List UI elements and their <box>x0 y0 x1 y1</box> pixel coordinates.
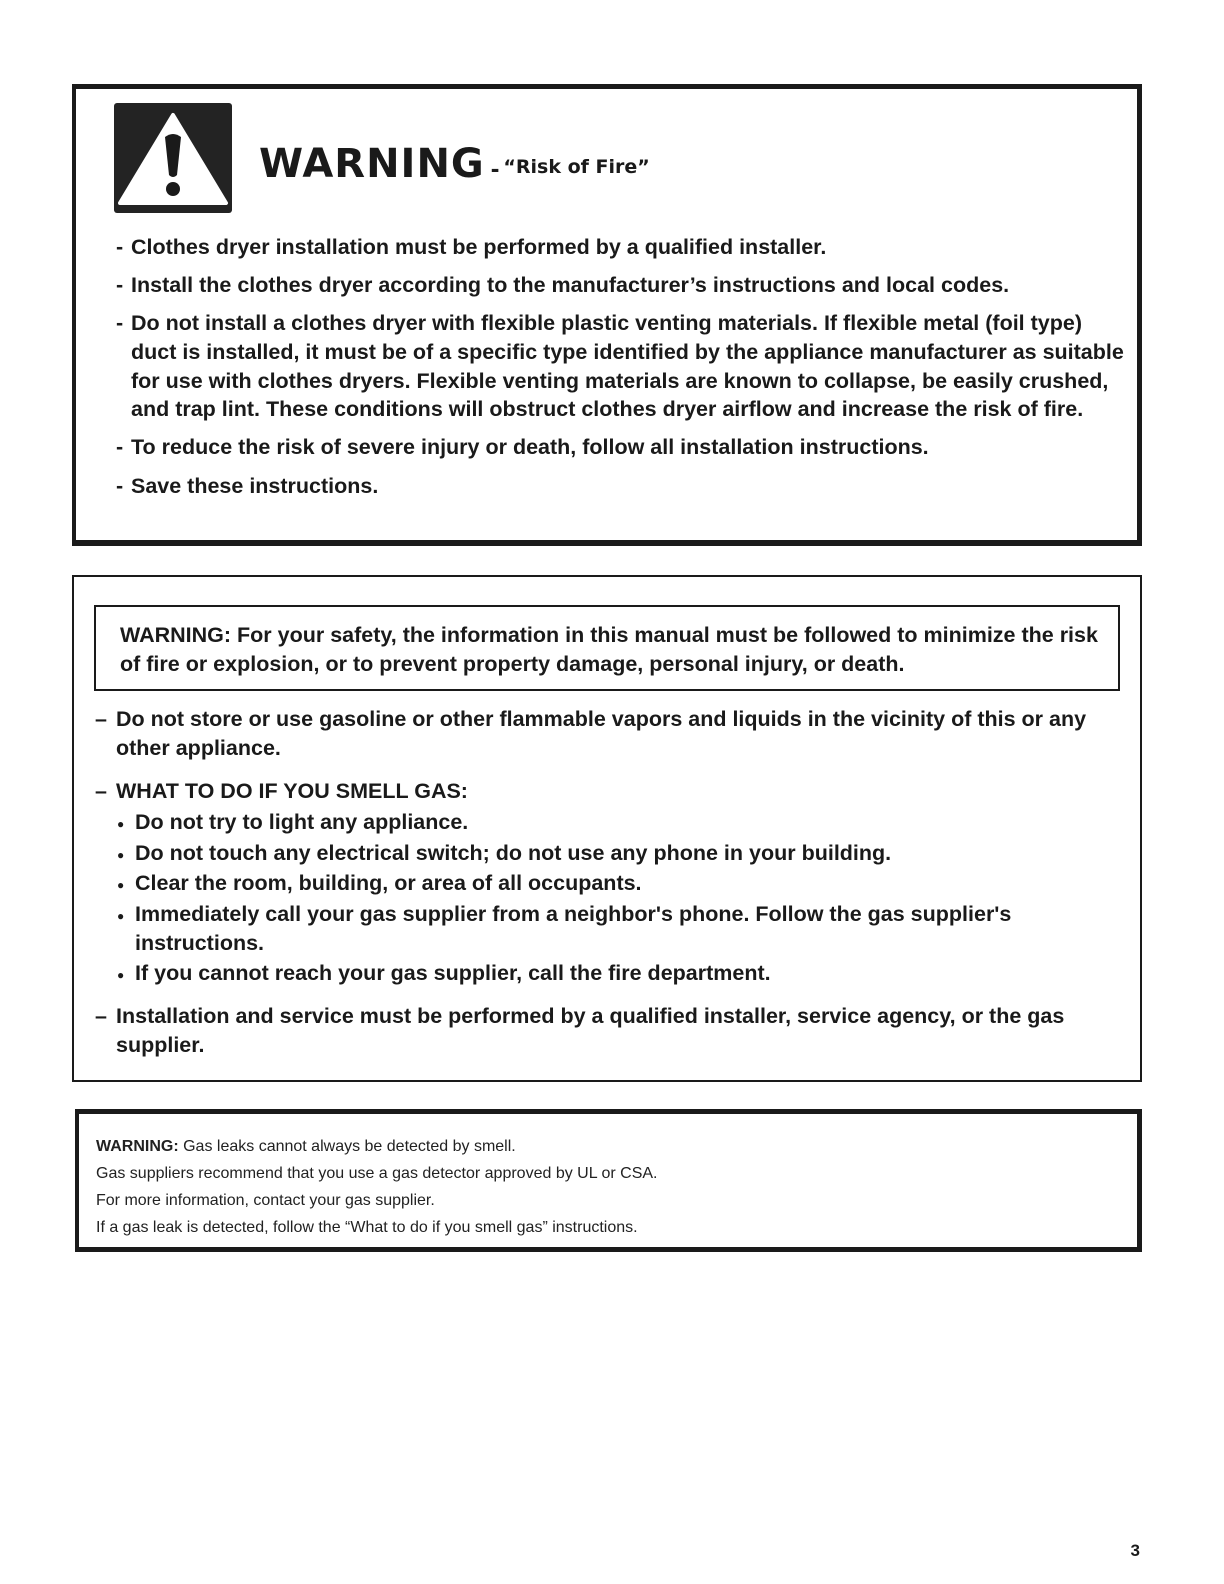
warning-word: WARNING <box>259 141 485 187</box>
fire-warning-box <box>72 84 1142 546</box>
smell-gas-step: ● Do not try to light any appliance. <box>95 808 1125 837</box>
leak-line: For more information, contact your gas supplier. <box>96 1192 435 1209</box>
fire-warning-item: - Clothes dryer installation must be performed by a qualified installer. <box>116 233 1131 262</box>
leak-line <box>96 1133 1137 1160</box>
smell-gas-step: ● If you cannot reach your gas supplier, call the fire department. <box>95 959 1125 988</box>
leak-line: Gas suppliers recommend that you use a gas detector approved by UL or CSA. <box>96 1165 658 1182</box>
gas-leak-box <box>75 1109 1142 1252</box>
leak-line: If a gas leak is detected, follow the “What to do if you smell gas” instructions. <box>96 1219 638 1236</box>
smell-gas-step: ● Do not touch any electrical switch; do not use any phone in your building. <box>95 839 1125 868</box>
fire-warning-item: - To reduce the risk of severe injury or death, follow all installation instructions. <box>116 433 1131 462</box>
heading-separator: - <box>490 153 500 183</box>
warning-triangle-icon <box>114 103 232 213</box>
smell-gas-heading: – WHAT TO DO IF YOU SMELL GAS: <box>95 777 1125 806</box>
smell-gas-list <box>95 808 1125 988</box>
leak-warning-label: WARNING: <box>96 1138 179 1155</box>
smell-gas-step: ● Clear the room, building, or area of all occupants. <box>95 869 1125 898</box>
service-warning: – Installation and service must be performed by a qualified installer, service agency, or the gas supplier. <box>95 1002 1125 1060</box>
gas-warning-content <box>95 705 1125 1074</box>
fire-warning-item: - Install the clothes dryer according to the manufacturer’s instructions and local codes. <box>116 271 1131 300</box>
leak-line-text: Gas leaks cannot always be detected by smell. <box>183 1138 516 1155</box>
fire-warning-item: - Save these instructions. <box>116 472 1131 501</box>
safety-notice: WARNING: For your safety, the information in this manual must be followed to minimize the risk of fire or explosion, or to prevent property damage, personal injury, or death. <box>94 605 1120 691</box>
page-number: 3 <box>1130 1541 1140 1560</box>
fire-warning-item: - Do not install a clothes dryer with flexible plastic venting materials. If flexible metal (foil type) duct is installed, it must be of a specific type identified by the appliance manufacturer as suitable for use with clothes dryers. Flexible venting materials are known to collapse, be easily crushed, and trap lint. These conditions will obstruct clothes dryer airflow and increase the risk of fire. <box>116 309 1131 423</box>
fire-warning-list <box>116 233 1131 510</box>
storage-warning: – Do not store or use gasoline or other flammable vapors and liquids in the vicinity of this or any other appliance. <box>95 705 1125 763</box>
gas-warning-box <box>72 575 1142 1082</box>
fire-warning-heading <box>259 141 650 187</box>
risk-of-fire-label: “Risk of Fire” <box>503 156 650 178</box>
smell-gas-step: ● Immediately call your gas supplier from a neighbor's phone. Follow the gas supplier's instructions. <box>95 900 1125 958</box>
